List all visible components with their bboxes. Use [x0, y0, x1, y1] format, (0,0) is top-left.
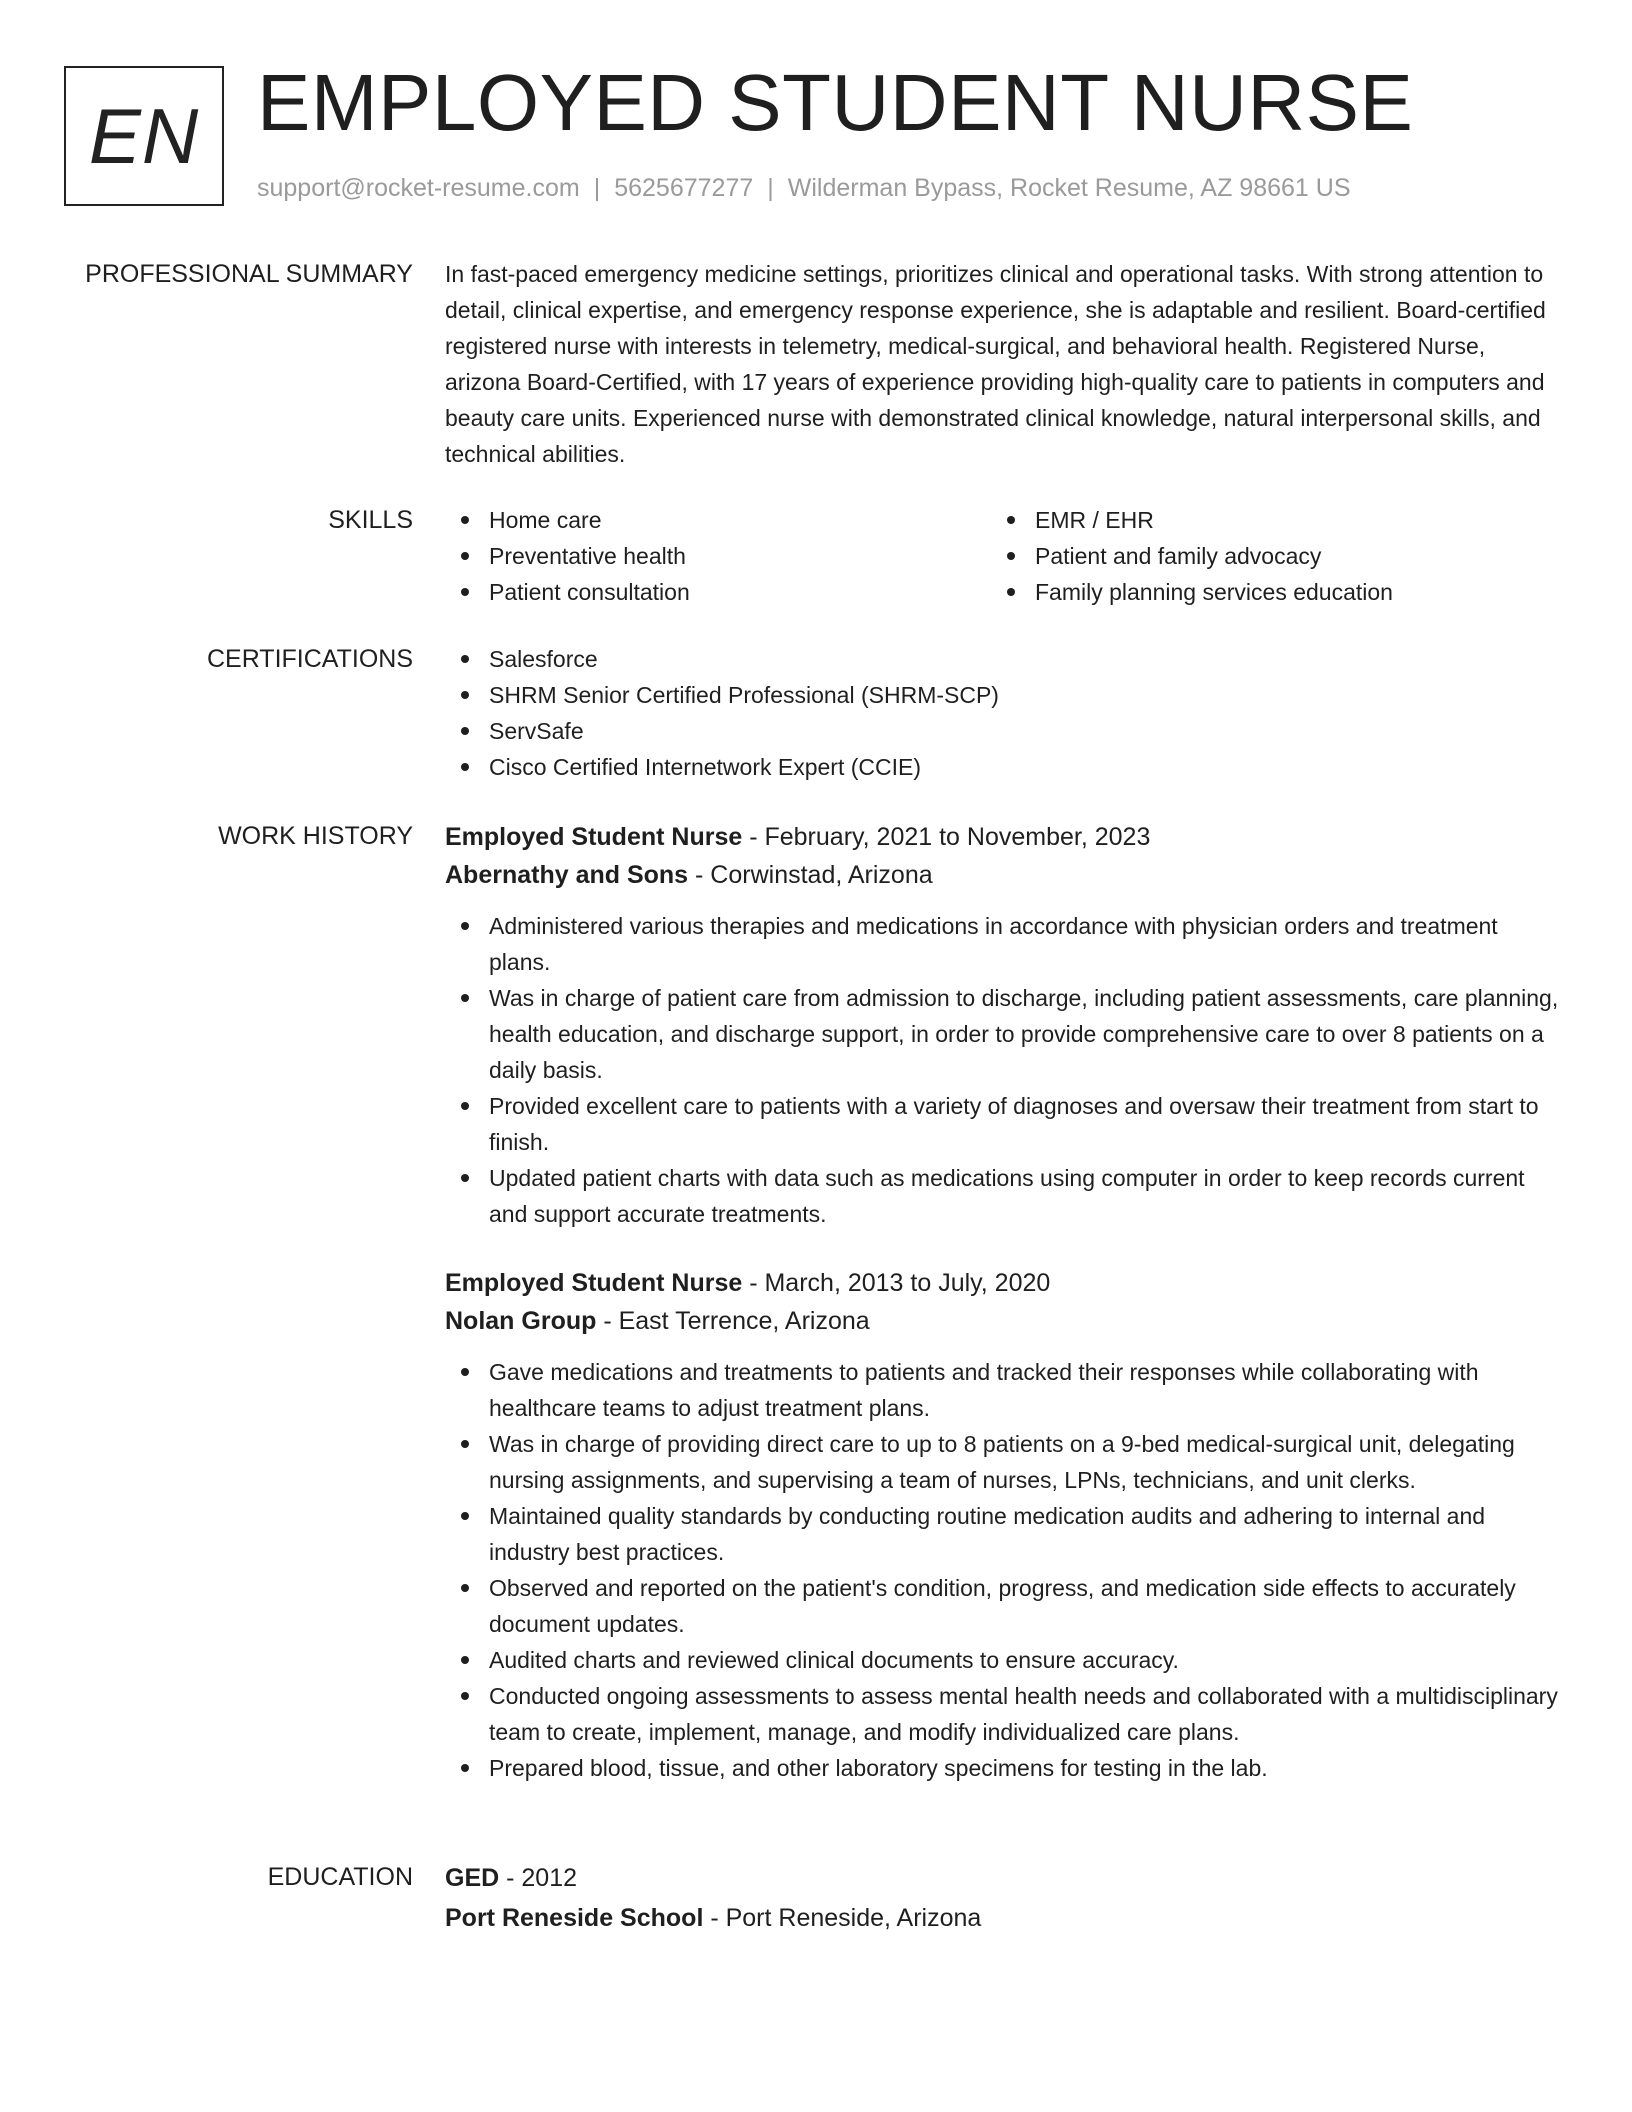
skill-item: Patient and family advocacy	[991, 538, 1537, 574]
job-title: Employed Student Nurse	[445, 1269, 743, 1297]
section-label: WORK HISTORY	[218, 822, 413, 850]
job-bullet: Updated patient charts with data such as medications using computer in order to keep records current and support accurate treatments.	[445, 1160, 1565, 1232]
section-content	[445, 256, 1565, 472]
section-content	[445, 1264, 1565, 1786]
section-content	[445, 1859, 1565, 1937]
job-location: - Corwinstad, Arizona	[688, 861, 933, 889]
certifications-list	[445, 641, 1565, 785]
skills-column-2	[991, 502, 1537, 610]
job-bullets	[445, 1354, 1565, 1786]
job-company: Abernathy and Sons	[445, 861, 689, 889]
job-bullet: Provided excellent care to patients with a variety of diagnoses and oversaw their treatment from start to finish.	[445, 1088, 1565, 1160]
job-bullet: Was in charge of providing direct care to up to 8 patients on a 9-bed medical-surgical unit, delegating nursing assignments, and supervising a team of nurses, LPNs, technicians, and unit clerks.	[445, 1426, 1565, 1498]
job-company-line	[445, 856, 1565, 894]
job-bullet: Maintained quality standards by conducting routine medication audits and adhering to internal and industry best practices.	[445, 1498, 1565, 1570]
job-title-line	[445, 1264, 1565, 1302]
contact-separator: |	[593, 174, 601, 202]
section-label: CERTIFICATIONS	[206, 645, 413, 673]
section-label: EDUCATION	[267, 1863, 413, 1891]
job-title-line	[445, 818, 1565, 856]
job-entry	[445, 1264, 1565, 1786]
job-bullet: Prepared blood, tissue, and other laboratory specimens for testing in the lab.	[445, 1750, 1565, 1786]
section-content	[445, 641, 1565, 785]
certification-item: Salesforce	[445, 641, 1565, 677]
job-bullet: Was in charge of patient care from admission to discharge, including patient assessments, care planning, health education, and discharge support, in order to provide comprehensive care to over 8 patients on a daily basis.	[445, 980, 1565, 1088]
skill-item: Patient consultation	[445, 574, 991, 610]
job-bullet: Administered various therapies and medications in accordance with physician orders and treatment plans.	[445, 908, 1565, 980]
section-content	[445, 818, 1565, 1232]
skill-item: Family planning services education	[991, 574, 1537, 610]
education-school-line	[445, 1899, 1565, 1937]
certification-item: Cisco Certified Internetwork Expert (CCIE)	[445, 749, 1565, 785]
contact-address: Wilderman Bypass, Rocket Resume, AZ 98661 US	[787, 174, 1351, 202]
job-title: Employed Student Nurse	[445, 823, 743, 851]
contact-separator: |	[767, 174, 774, 202]
job-bullets	[445, 908, 1565, 1232]
section-label: PROFESSIONAL SUMMARY	[85, 260, 413, 288]
skill-item: EMR / EHR	[991, 502, 1537, 538]
skills-column-1	[445, 502, 991, 610]
job-bullet: Conducted ongoing assessments to assess mental health needs and collaborated with a multidisciplinary team to create, implement, manage, and modify individualized care plans.	[445, 1678, 1565, 1750]
contact-email[interactable]: support@rocket-resume.com	[257, 174, 580, 202]
section-label: SKILLS	[328, 506, 413, 534]
job-company: Nolan Group	[445, 1307, 597, 1335]
education-year: - 2012	[499, 1864, 578, 1892]
certification-item: ServSafe	[445, 713, 1565, 749]
education-degree-line	[445, 1859, 1565, 1897]
skills-grid	[445, 502, 1565, 610]
job-bullet: Observed and reported on the patient's condition, progress, and medication side effects to accurately document updates.	[445, 1570, 1565, 1642]
job-location: - East Terrence, Arizona	[596, 1307, 870, 1335]
monogram-badge: EN	[64, 66, 224, 206]
contact-phone[interactable]: 5625677277	[614, 174, 754, 202]
certification-item: SHRM Senior Certified Professional (SHRM-SCP)	[445, 677, 1565, 713]
page-title: EMPLOYED STUDENT NURSE	[257, 58, 1414, 147]
skill-item: Preventative health	[445, 538, 991, 574]
job-bullet: Audited charts and reviewed clinical documents to ensure accuracy.	[445, 1642, 1565, 1678]
job-bullet: Gave medications and treatments to patients and tracked their responses while collaborating with healthcare teams to adjust treatment plans.	[445, 1354, 1565, 1426]
education-location: - Port Reneside, Arizona	[703, 1904, 982, 1932]
job-entry	[445, 818, 1565, 1232]
education-school: Port Reneside School	[445, 1904, 704, 1932]
job-dates: - February, 2021 to November, 2023	[742, 823, 1151, 851]
skill-item: Home care	[445, 502, 991, 538]
job-dates: - March, 2013 to July, 2020	[742, 1269, 1051, 1297]
education-degree: GED	[445, 1864, 500, 1892]
contact-line	[257, 172, 1351, 204]
job-company-line	[445, 1302, 1565, 1340]
summary-text: In fast-paced emergency medicine settings, prioritizes clinical and operational tasks. With strong attention to detail, clinical expertise, and emergency response experience, she is adaptable and resilient. Board-certified registered nurse with interests in telemetry, medical-surgical, and behavioral health. Registered Nurse, arizona Board-Certified, with 17 years of experience providing high-quality care to patients in computers and beauty care units. Experienced nurse with demonstrated clinical knowledge, natural interpersonal skills, and technical abilities.	[445, 261, 1546, 467]
